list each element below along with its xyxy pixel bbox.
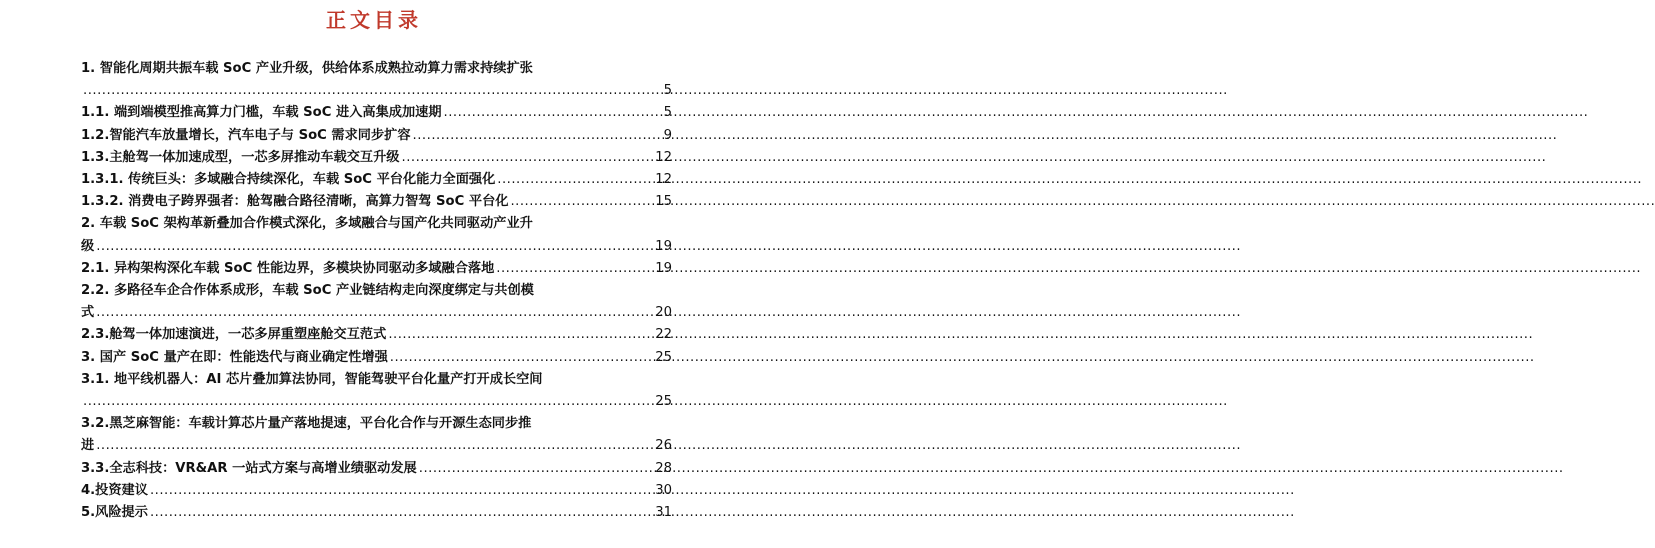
toc-page-number: 12 (655, 149, 672, 165)
toc-page-number: 19 (655, 238, 672, 254)
toc-entry-text: 2.3.舱驾一体加速演进，一芯多屏重塑座舱交互范式 (81, 327, 387, 343)
toc-entry-1-3-1[interactable] (81, 169, 672, 191)
toc-entry-2-2[interactable] (81, 280, 672, 324)
leader-dots (413, 125, 662, 147)
leader-dots (150, 480, 653, 502)
toc-entry-4[interactable] (81, 480, 672, 502)
leader-dots (388, 324, 653, 346)
toc-page-number: 9 (663, 127, 672, 143)
toc-entry-2-3[interactable] (81, 324, 672, 346)
toc-page-number: 31 (655, 505, 672, 521)
toc-page-number: 12 (655, 172, 672, 188)
toc-entry-3-3[interactable] (81, 458, 672, 480)
toc-entry-text: 5.风险提示 (81, 505, 148, 521)
leader-dots (510, 191, 653, 213)
toc-entry-text: 1. 智能化周期共振车载 SoC 产业升级，供给体系成熟拉动算力需求持续扩张 (81, 61, 533, 76)
toc-page-number: 20 (655, 305, 672, 321)
toc-entry-3-1[interactable] (81, 369, 672, 413)
toc-entry-text: 1.3.主舱驾一体加速成型，一芯多屏推动车载交互升级 (81, 149, 400, 165)
toc-entry-text: 4.投资建议 (81, 482, 148, 498)
toc-entry-3[interactable] (81, 347, 672, 369)
toc-entry-text-cont: 进 (81, 438, 95, 454)
toc-entry-text: 1.1. 端到端模型推高算力门槛，车载 SoC 进入高集成加速期 (81, 105, 442, 121)
toc-entry-1-1[interactable] (81, 102, 672, 124)
leader-dots (496, 258, 653, 280)
toc-entry-text-cont: 级 (81, 238, 95, 254)
leader-dots (83, 391, 653, 413)
leader-dots (402, 147, 654, 169)
toc-entry-2-1[interactable] (81, 258, 672, 280)
toc-page-number: 15 (655, 194, 672, 210)
toc-entry-text: 3.2.黑芝麻智能：车载计算芯片量产落地提速，平台化合作与开源生态同步推 (81, 416, 532, 432)
leader-dots (150, 502, 653, 524)
toc-entry-2[interactable] (81, 213, 672, 257)
toc-entry-text: 2. 车载 SoC 架构革新叠加合作模式深化，多域融合与国产化共同驱动产业升 (81, 216, 533, 232)
toc-entry-text: 1.3.1. 传统巨头：多域融合持续深化，车载 SoC 平台化能力全面强化 (81, 172, 496, 188)
toc-page-number: 19 (655, 260, 672, 276)
leader-dots (444, 102, 662, 124)
toc-entry-3-2[interactable] (81, 413, 672, 457)
toc-entry-1[interactable] (81, 58, 672, 102)
toc-entry-1-3-2[interactable] (81, 191, 672, 213)
toc-entry-text: 1.2.智能汽车放量增长，汽车电子与 SoC 需求同步扩容 (81, 127, 411, 143)
toc-entry-text: 3.1. 地平线机器人：AI 芯片叠加算法协同，智能驾驶平台化量产打开成长空间 (81, 371, 543, 387)
toc-page-number: 22 (655, 327, 672, 343)
toc-entry-text: 1.3.2. 消费电子跨界强者：舱驾融合路径清晰，高算力智驾 SoC 平台化 (81, 194, 509, 210)
toc-page-number: 30 (655, 482, 672, 498)
toc-entry-5[interactable] (81, 502, 672, 524)
toc-page-number: 26 (655, 438, 672, 454)
toc-entry-text-cont: 式 (81, 305, 95, 321)
leader-dots (419, 458, 653, 480)
toc-page-number: 5 (663, 105, 672, 121)
leader-dots (96, 302, 653, 324)
toc-entry-text: 2.1. 异构架构深化车载 SoC 性能边界，多模块协同驱动多域融合落地 (81, 260, 495, 276)
toc-page (0, 0, 748, 548)
toc-page-number: 5 (663, 83, 672, 99)
toc-entry-1-2[interactable] (81, 125, 672, 147)
leader-dots (497, 169, 653, 191)
leader-dots (96, 435, 653, 457)
leader-dots (96, 236, 653, 258)
toc-page-number: 28 (655, 460, 672, 476)
toc-entry-1-3[interactable] (81, 147, 672, 169)
leader-dots (83, 80, 662, 102)
page-title: 正文目录 (326, 8, 422, 32)
toc-entry-text: 3. 国产 SoC 量产在即：性能迭代与商业确定性增强 (81, 349, 388, 365)
toc-entry-text: 2.2. 多路径车企合作体系成形，车载 SoC 产业链结构走向深度绑定与共创模 (81, 283, 534, 299)
leader-dots (390, 347, 653, 369)
toc-page-number: 25 (655, 349, 672, 365)
table-of-contents (81, 58, 672, 524)
toc-page-number: 25 (655, 394, 672, 410)
toc-entry-text: 3.3.全志科技：VR&AR 一站式方案与高增业绩驱动发展 (81, 460, 417, 476)
